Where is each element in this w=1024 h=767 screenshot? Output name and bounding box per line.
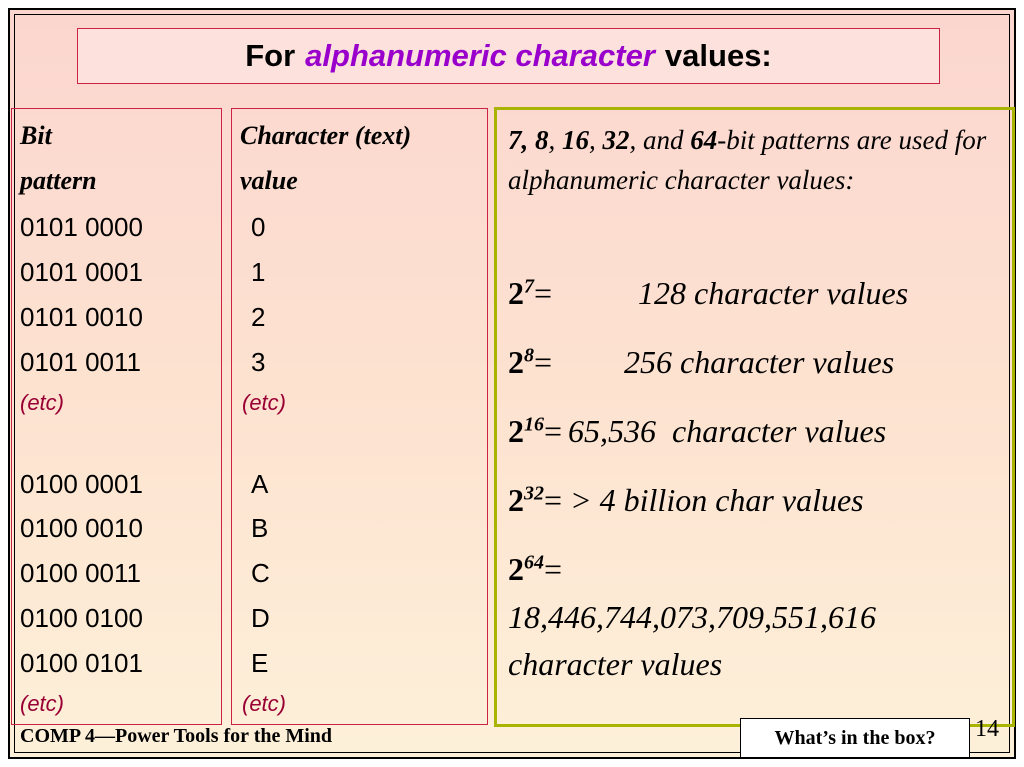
intro-n7-8: 7, 8: [508, 125, 549, 155]
power-row: $2^{64}=$: [508, 551, 563, 587]
bit-pattern-cell: 0101 0011: [20, 347, 141, 377]
big-number: 18,446,744,073,709,551,616: [508, 599, 876, 635]
bit-etc-2: (etc): [20, 691, 64, 716]
char-header-line1: Character (text): [240, 121, 412, 150]
char-value-cell: 3: [251, 347, 266, 377]
intro-n32: 32: [602, 125, 630, 155]
intro-and: , and: [629, 125, 691, 155]
footer-section-box: [740, 718, 970, 758]
bit-pattern-cell: 0100 0011: [20, 558, 141, 588]
title-suffix: values:: [664, 38, 772, 73]
info-box: [494, 107, 1015, 727]
power-row: $2^{32}= > 4$ billion char values: [508, 482, 864, 518]
intro-n64: 64: [690, 125, 718, 155]
character-value-column: [231, 108, 488, 725]
title-box: [77, 28, 940, 84]
power-row: $2^8= 256$ character values: [508, 344, 895, 380]
page-number: 14: [975, 716, 999, 742]
intro-rest: -bit patterns are used for alphanumeric character values:: [508, 125, 987, 195]
bit-pattern-cell: 0100 0100: [20, 603, 143, 633]
bit-header-line2: pattern: [20, 166, 97, 195]
char-value-cell: B: [251, 513, 269, 543]
char-value-cell: 2: [251, 302, 266, 332]
char-header-line2: value: [240, 166, 298, 195]
bit-pattern-cell: 0100 0101: [20, 648, 143, 678]
power-row: $2^{16}= 65,536$ character values: [508, 413, 887, 449]
power-row: $2^7= 128$ character values: [508, 275, 909, 311]
char-value-cell: D: [251, 603, 270, 633]
char-value-cell: A: [251, 469, 269, 499]
char-value-cell: E: [251, 648, 269, 678]
char-etc-1: (etc): [242, 390, 286, 415]
char-value-cell: 1: [251, 257, 266, 287]
intro-text: [508, 120, 1008, 200]
char-etc-2: (etc): [242, 691, 286, 716]
title-prefix: For: [245, 38, 296, 73]
big-number-suffix: character values: [508, 646, 723, 682]
intro-sep1: ,: [548, 125, 562, 155]
title-accent: alphanumeric character: [305, 38, 655, 73]
char-value-cell: C: [251, 558, 270, 588]
footer-course: COMP 4—Power Tools for the Mind: [20, 725, 333, 747]
intro-sep2: ,: [589, 125, 603, 155]
intro-n16: 16: [562, 125, 589, 155]
bit-pattern-cell: 0100 0010: [20, 513, 143, 543]
bit-pattern-cell: 0101 0000: [20, 212, 143, 242]
char-value-cell: 0: [251, 212, 266, 242]
bit-etc-1: (etc): [20, 390, 64, 415]
bit-pattern-cell: 0101 0010: [20, 302, 143, 332]
footer-section: What’s in the box?: [774, 726, 936, 749]
bit-header-line1: Bit: [20, 121, 52, 150]
bit-pattern-column: [11, 108, 222, 725]
bit-pattern-cell: 0101 0001: [20, 257, 143, 287]
bit-pattern-cell: 0100 0001: [20, 469, 143, 499]
